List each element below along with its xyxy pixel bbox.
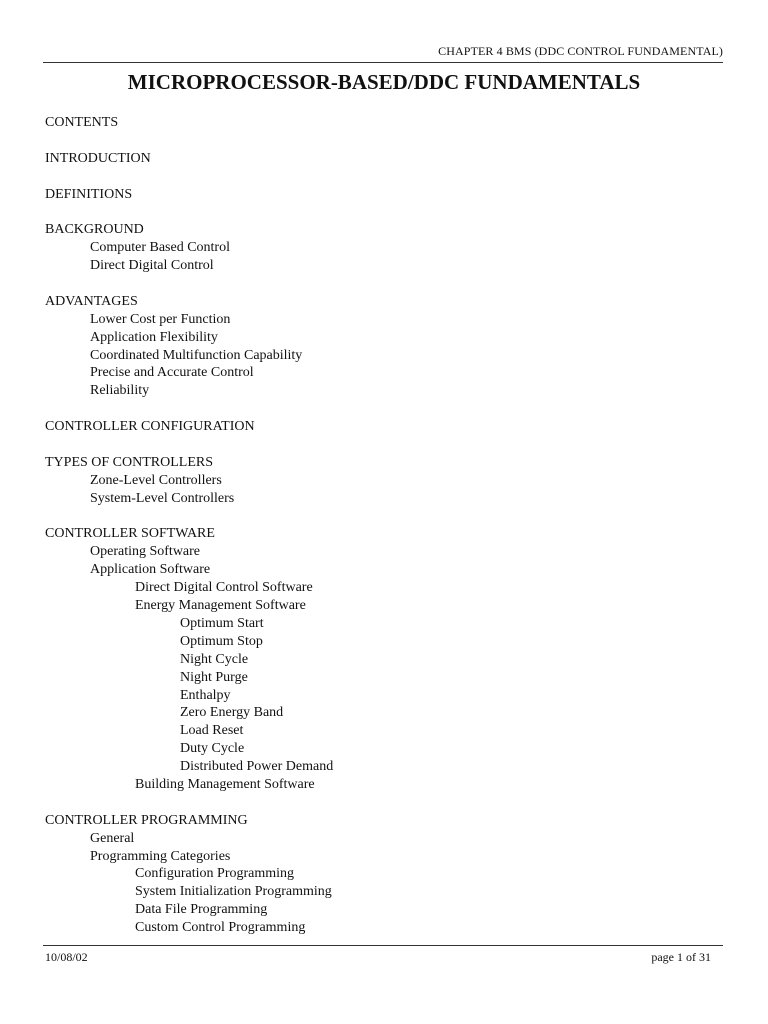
footer-date: 10/08/02 [45, 950, 88, 964]
toc-section-heading: CONTROLLER PROGRAMMING [45, 812, 248, 828]
footer-rule [43, 945, 723, 946]
toc-entry: Zone-Level Controllers [90, 472, 222, 488]
toc-entry: Distributed Power Demand [180, 759, 334, 775]
toc-section-heading: BACKGROUND [45, 222, 144, 238]
toc-entry: Optimum Stop [180, 633, 263, 649]
toc-spacer [45, 132, 725, 150]
toc-spacer [45, 794, 725, 812]
toc-entry: Duty Cycle [180, 741, 245, 757]
toc-spacer [45, 400, 725, 418]
toc-section-heading: TYPES OF CONTROLLERS [45, 454, 214, 470]
toc-entry: Computer Based Control [90, 240, 230, 256]
toc-entry: Data File Programming [135, 902, 268, 918]
toc-entry: Application Software [90, 562, 211, 578]
toc-spacer [45, 168, 725, 186]
toc-entry: Building Management Software [135, 776, 315, 792]
toc-entry: Configuration Programming [135, 866, 295, 882]
toc-entry: Programming Categories [90, 848, 231, 864]
page-title: MICROPROCESSOR-BASED/DDC FUNDAMENTALS [127, 70, 641, 94]
toc-section-heading: CONTENTS [45, 115, 119, 130]
toc-entry: Application Flexibility [90, 329, 218, 345]
toc-section-heading: CONTROLLER SOFTWARE [45, 526, 215, 542]
table-of-contents [45, 114, 725, 937]
toc-section-heading: DEFINITIONS [45, 186, 133, 202]
toc-entry: Night Cycle [180, 651, 249, 667]
toc-entry: Custom Control Programming [135, 920, 306, 936]
toc-spacer [45, 508, 725, 526]
toc-entry: Reliability [90, 383, 150, 399]
toc-entry: Load Reset [180, 723, 244, 739]
toc-spacer [45, 436, 725, 454]
toc-entry: Direct Digital Control Software [135, 580, 313, 596]
toc-entry: Direct Digital Control [90, 258, 214, 274]
toc-entry: Operating Software [90, 544, 201, 560]
toc-entry: Precise and Accurate Control [90, 365, 254, 381]
toc-entry: General [90, 830, 135, 846]
toc-spacer [45, 275, 725, 293]
toc-spacer [45, 203, 725, 221]
toc-entry: Coordinated Multifunction Capability [90, 347, 303, 363]
header-rule [43, 62, 723, 63]
toc-entry: Zero Energy Band [180, 705, 284, 721]
toc-entry: Night Purge [180, 669, 248, 685]
toc-entry: Optimum Start [180, 615, 264, 631]
toc-entry: Enthalpy [180, 687, 231, 703]
toc-entry: Energy Management Software [135, 598, 306, 614]
toc-section-heading: ADVANTAGES [45, 293, 138, 309]
toc-section-heading: CONTROLLER CONFIGURATION [45, 419, 255, 435]
chapter-header: CHAPTER 4 BMS (DDC CONTROL FUNDAMENTAL) [438, 44, 723, 58]
toc-entry: Lower Cost per Function [90, 311, 231, 327]
footer-page-number: page 1 of 31 [651, 950, 711, 964]
toc-entry: System Initialization Programming [135, 884, 332, 900]
toc-entry: System-Level Controllers [90, 490, 235, 506]
toc-section-heading: INTRODUCTION [45, 150, 151, 166]
